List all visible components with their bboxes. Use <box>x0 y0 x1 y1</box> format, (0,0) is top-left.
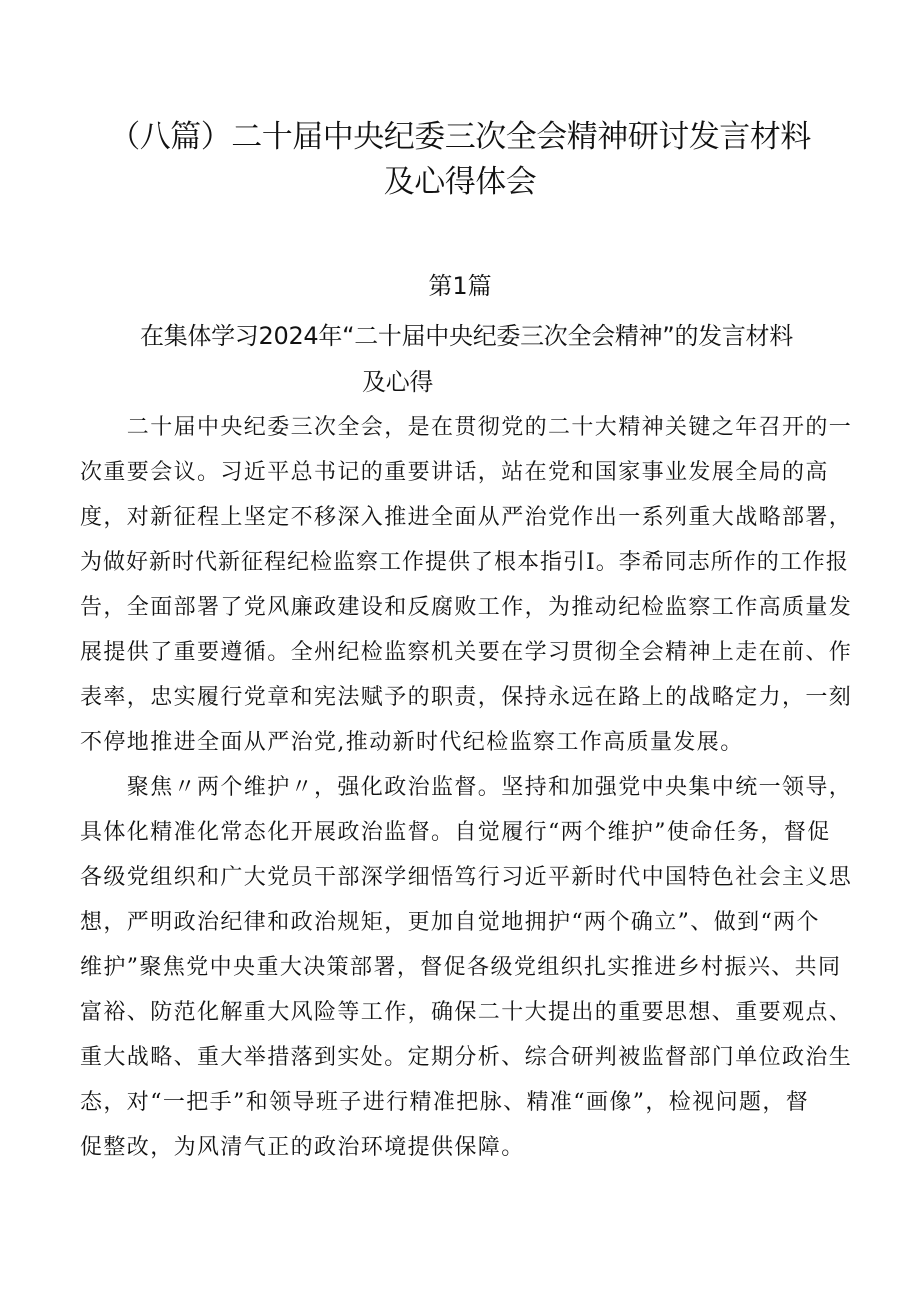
body-line: 态，对“一把手”和领导班子进行精准把脉、精准“画像”，检视问题，督 <box>80 1090 810 1115</box>
body-line: 告，全面部署了党风廉政建设和反腐败工作，为推动纪检监察工作高质量发 <box>80 595 853 620</box>
body-line: 促整改，为风清气正的政治环境提供保障。 <box>80 1135 525 1160</box>
body-line: 重大战略、重大举措落到实处。定期分析、综合研判被监督部门单位政治生 <box>80 1045 853 1070</box>
document-title-line-1: （八篇）二十届中央纪委三次全会精神研讨发言材料 <box>109 119 811 155</box>
body-line: 次重要会议。习近平总书记的重要讲话，站在党和国家事业发展全局的高 <box>80 460 829 485</box>
article-title-line-2: 及心得 <box>362 368 434 396</box>
body-line: 维护”聚焦党中央重大决策部署，督促各级党组织扎实推进乡村振兴、共同 <box>80 955 842 980</box>
body-line: 具体化精准化常态化开展政治监督。自觉履行“两个维护”使命任务，督促 <box>80 820 831 845</box>
body-line: 各级党组织和广大党员干部深学细悟笃行习近平新时代中国特色社会主义思 <box>80 865 853 890</box>
body-line: 想，严明政治纪律和政治规矩，更加自觉地拥护“两个确立”、做到“两个 <box>80 910 820 935</box>
body-line: 不停地推进全面从严治党,推动新时代纪检监察工作高质量发展。 <box>80 730 744 755</box>
body-line: 表率，忠实履行党章和宪法赋予的职责，保持永远在路上的战略定力，一刻 <box>80 685 853 710</box>
section-heading: 第1篇 <box>428 272 492 300</box>
body-line: 富裕、防范化解重大风险等工作，确保二十大提出的重要思想、重要观点、 <box>80 1000 853 1025</box>
article-title-line-1: 在集体学习2024年“二十届中央纪委三次全会精神”的发言材料 <box>140 322 793 350</box>
body-line: 二十届中央纪委三次全会，是在贯彻党的二十大精神关键之年召开的一 <box>80 415 853 440</box>
body-line: 为做好新时代新征程纪检监察工作提供了根本指引I。李希同志所作的工作报 <box>80 550 849 575</box>
body-line: 聚焦〃两个维护〃，强化政治监督。坚持和加强党中央集中统一领导， <box>80 775 853 800</box>
body-line: 展提供了重要遵循。全州纪检监察机关要在学习贯彻全会精神上走在前、作 <box>80 640 853 665</box>
document-title-line-2: 及心得体会 <box>383 164 537 200</box>
body-line: 度，对新征程上坚定不移深入推进全面从严治党作出一系列重大战略部署， <box>80 505 853 530</box>
